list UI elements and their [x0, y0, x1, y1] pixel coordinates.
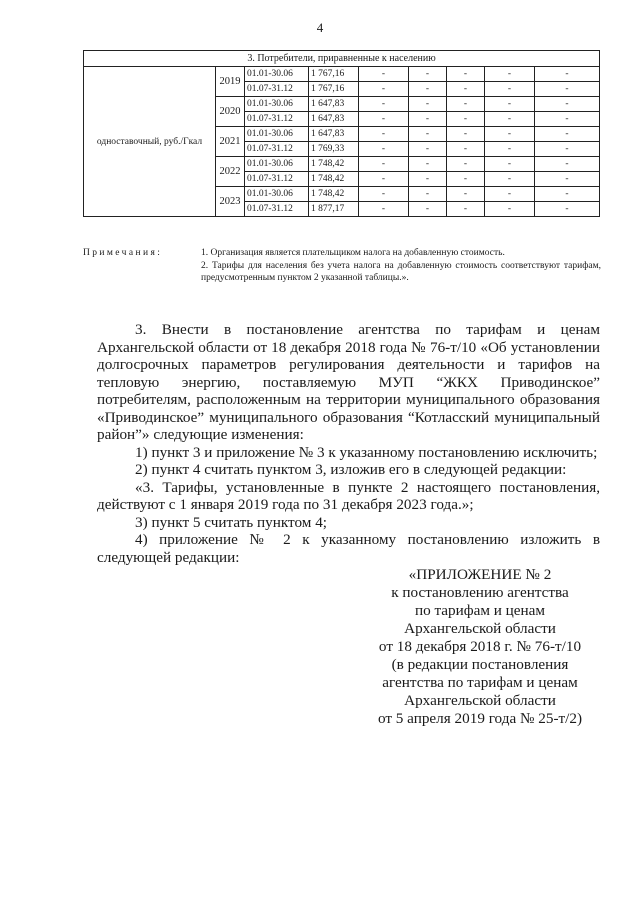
empty-value-cell: - [359, 157, 409, 172]
empty-value-cell: - [485, 142, 535, 157]
empty-value-cell: - [485, 112, 535, 127]
tariff-value-cell: 1 769,33 [309, 142, 359, 157]
empty-value-cell: - [359, 112, 409, 127]
appendix-line: по тарифам и ценам [414, 602, 546, 619]
empty-value-cell: - [485, 97, 535, 112]
period-cell: 01.01-30.06 [245, 67, 309, 82]
empty-value-cell: - [535, 157, 600, 172]
empty-value-cell: - [535, 97, 600, 112]
year-cell: 2022 [216, 157, 245, 187]
tariff-value-cell: 1 767,16 [309, 67, 359, 82]
period-cell: 01.01-30.06 [245, 157, 309, 172]
empty-value-cell: - [359, 127, 409, 142]
year-cell: 2020 [216, 97, 245, 127]
period-cell: 01.07-31.12 [245, 142, 309, 157]
appendix-line: Архангельской области [404, 692, 556, 709]
empty-value-cell: - [485, 157, 535, 172]
empty-value-cell: - [447, 142, 485, 157]
empty-value-cell: - [409, 142, 447, 157]
appendix-line: «ПРИЛОЖЕНИЕ № 2 [408, 566, 552, 583]
empty-value-cell: - [359, 97, 409, 112]
appendix-line: Архангельской области [404, 620, 556, 637]
amendment-intro: 3. Внести в постановление агентства по тарифам и ценам Архангельской области от 18 декабря 2018 года № 76-т/10 «Об установлении долгосрочных параметров регулирования деятельности и тарифов на тепловую энергию, поставляемую МУП “ЖКХ Приводинское” потребителям, расположенным на территории муниципального образования «Приводинское” муниципального образования “Котласский муниципальный район”» следующие изменения: [97, 321, 600, 443]
tariff-table [83, 50, 600, 217]
amendment-item-2: 2) пункт 4 считать пунктом 3, изложив его в следующей редакции: [135, 461, 567, 478]
tariff-value-cell: 1 647,83 [309, 97, 359, 112]
appendix-line: (в редакции постановления [391, 656, 569, 673]
period-cell: 01.07-31.12 [245, 202, 309, 217]
empty-value-cell: - [485, 82, 535, 97]
period-cell: 01.01-30.06 [245, 187, 309, 202]
empty-value-cell: - [359, 82, 409, 97]
period-cell: 01.07-31.12 [245, 112, 309, 127]
tariff-value-cell: 1 748,42 [309, 187, 359, 202]
empty-value-cell: - [447, 187, 485, 202]
empty-value-cell: - [409, 112, 447, 127]
empty-value-cell: - [359, 67, 409, 82]
empty-value-cell: - [409, 97, 447, 112]
empty-value-cell: - [535, 82, 600, 97]
empty-value-cell: - [535, 187, 600, 202]
period-cell: 01.01-30.06 [245, 97, 309, 112]
amendment-item-1: 1) пункт 3 и приложение № 3 к указанному постановлению исключить; [135, 443, 598, 461]
period-cell: 01.07-31.12 [245, 82, 309, 97]
empty-value-cell: - [409, 187, 447, 202]
empty-value-cell: - [447, 97, 485, 112]
empty-value-cell: - [409, 127, 447, 142]
year-cell: 2021 [216, 127, 245, 157]
empty-value-cell: - [447, 172, 485, 187]
empty-value-cell: - [485, 172, 535, 187]
page-number: 4 [316, 20, 324, 35]
tariff-value-cell: 1 748,42 [309, 172, 359, 187]
table-row [84, 67, 600, 82]
notes-label: Примечания: [83, 248, 163, 258]
amendment-body [97, 321, 600, 566]
amendment-item-4: 4) приложение № 2 к указанному постановлению изложить в следующей редакции: [97, 531, 600, 566]
empty-value-cell: - [535, 202, 600, 217]
note-item: 1. Организация является плательщиком налога на добавленную стоимость. [201, 248, 505, 258]
tariff-value-cell: 1 647,83 [309, 127, 359, 142]
note-item: 2. Тарифы для населения без учета налога на добавленную стоимость соответствуют тарифам, предусмотренным пунктом 2 указанной таблицы.». [201, 260, 601, 283]
empty-value-cell: - [535, 172, 600, 187]
appendix-line: агентства по тарифам и ценам [382, 674, 578, 691]
empty-value-cell: - [535, 67, 600, 82]
empty-value-cell: - [359, 187, 409, 202]
empty-value-cell: - [535, 127, 600, 142]
empty-value-cell: - [409, 67, 447, 82]
empty-value-cell: - [485, 202, 535, 217]
empty-value-cell: - [485, 187, 535, 202]
empty-value-cell: - [485, 127, 535, 142]
appendix-line: к постановлению агентства [391, 584, 569, 601]
table-section-header-row [84, 51, 600, 67]
tariff-value-cell: 1 877,17 [309, 202, 359, 217]
empty-value-cell: - [409, 202, 447, 217]
empty-value-cell: - [535, 142, 600, 157]
empty-value-cell: - [485, 67, 535, 82]
empty-value-cell: - [447, 127, 485, 142]
amendment-item-2-quote: «3. Тарифы, установленные в пункте 2 настоящего постановления, действуют с 1 января 2019 года по 31 декабря 2023 года.»; [97, 478, 600, 513]
empty-value-cell: - [447, 67, 485, 82]
empty-value-cell: - [409, 82, 447, 97]
tariff-value-cell: 1 748,42 [309, 157, 359, 172]
appendix-line: от 18 декабря 2018 г. № 76-т/10 [378, 638, 582, 655]
empty-value-cell: - [535, 112, 600, 127]
empty-value-cell: - [359, 202, 409, 217]
period-cell: 01.01-30.06 [245, 127, 309, 142]
empty-value-cell: - [359, 142, 409, 157]
tariff-value-cell: 1 647,83 [309, 112, 359, 127]
empty-value-cell: - [447, 112, 485, 127]
empty-value-cell: - [359, 172, 409, 187]
period-cell: 01.07-31.12 [245, 172, 309, 187]
section-header: 3. Потребители, приравненные к населению [84, 51, 600, 67]
appendix-heading [360, 566, 600, 728]
year-cell: 2019 [216, 67, 245, 97]
tariff-value-cell: 1 767,16 [309, 82, 359, 97]
empty-value-cell: - [447, 82, 485, 97]
notes-list [201, 247, 601, 285]
amendment-item-3: 3) пункт 5 считать пунктом 4; [135, 513, 328, 531]
empty-value-cell: - [447, 202, 485, 217]
empty-value-cell: - [447, 157, 485, 172]
tariff-type-label: одноставочный, руб./Гкал [84, 67, 216, 217]
empty-value-cell: - [409, 172, 447, 187]
appendix-line: от 5 апреля 2019 года № 25-т/2) [377, 710, 583, 727]
year-cell: 2023 [216, 187, 245, 217]
empty-value-cell: - [409, 157, 447, 172]
